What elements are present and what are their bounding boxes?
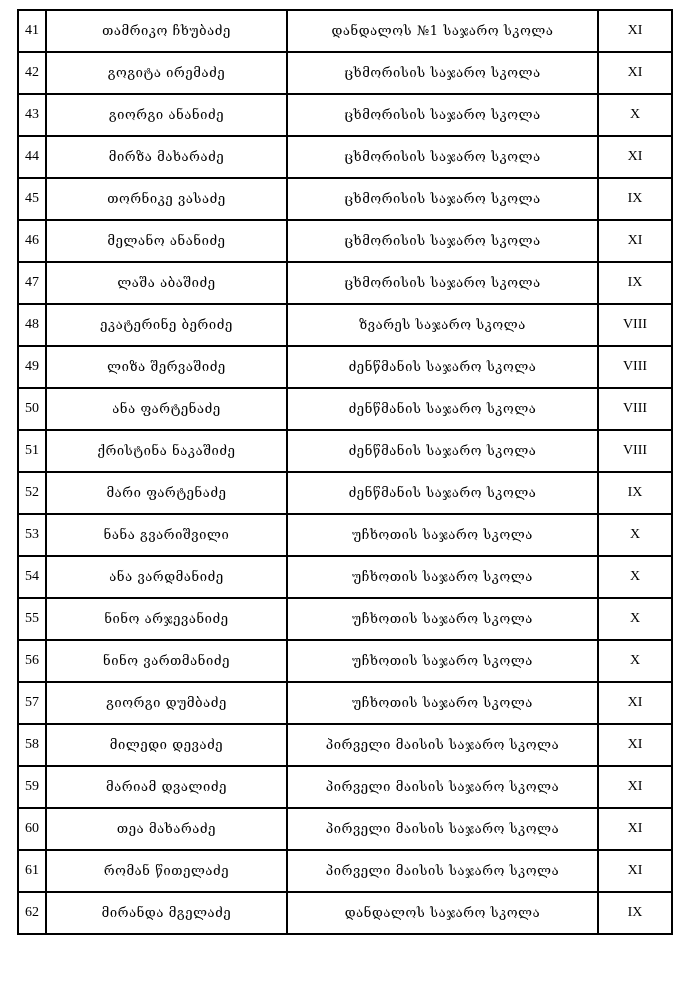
table-row bbox=[18, 220, 672, 262]
row-number-cell: 55 bbox=[18, 598, 46, 640]
table-row bbox=[18, 52, 672, 94]
table-row bbox=[18, 262, 672, 304]
grade-cell: X bbox=[598, 556, 672, 598]
table-row bbox=[18, 304, 672, 346]
students-table-body bbox=[18, 10, 672, 934]
student-name-cell: თორნიკე ვასაძე bbox=[46, 178, 287, 220]
row-number-cell: 54 bbox=[18, 556, 46, 598]
table-row bbox=[18, 808, 672, 850]
school-name-cell: ცხმორისის საჯარო სკოლა bbox=[287, 220, 598, 262]
grade-cell: XI bbox=[598, 52, 672, 94]
table-row bbox=[18, 556, 672, 598]
table-row bbox=[18, 472, 672, 514]
row-number-cell: 60 bbox=[18, 808, 46, 850]
student-name-cell: ქრისტინა ნაკაშიძე bbox=[46, 430, 287, 472]
grade-cell: X bbox=[598, 514, 672, 556]
table-row bbox=[18, 682, 672, 724]
row-number-cell: 56 bbox=[18, 640, 46, 682]
row-number-cell: 58 bbox=[18, 724, 46, 766]
student-name-cell: მელანო ანანიძე bbox=[46, 220, 287, 262]
grade-cell: XI bbox=[598, 808, 672, 850]
row-number-cell: 44 bbox=[18, 136, 46, 178]
table-row bbox=[18, 388, 672, 430]
school-name-cell: უჩხოთის საჯარო სკოლა bbox=[287, 682, 598, 724]
table-row bbox=[18, 178, 672, 220]
grade-cell: XI bbox=[598, 220, 672, 262]
table-row bbox=[18, 514, 672, 556]
student-name-cell: თეა მახარაძე bbox=[46, 808, 287, 850]
school-name-cell: უჩხოთის საჯარო სკოლა bbox=[287, 514, 598, 556]
table-row bbox=[18, 724, 672, 766]
grade-cell: VIII bbox=[598, 346, 672, 388]
student-name-cell: ლაშა აბაშიძე bbox=[46, 262, 287, 304]
row-number-cell: 59 bbox=[18, 766, 46, 808]
grade-cell: IX bbox=[598, 472, 672, 514]
student-name-cell: გიორგი დუმბაძე bbox=[46, 682, 287, 724]
grade-cell: XI bbox=[598, 850, 672, 892]
row-number-cell: 43 bbox=[18, 94, 46, 136]
student-name-cell: გიორგი ანანიძე bbox=[46, 94, 287, 136]
grade-cell: IX bbox=[598, 178, 672, 220]
table-row bbox=[18, 346, 672, 388]
row-number-cell: 52 bbox=[18, 472, 46, 514]
school-name-cell: დანდალოს საჯარო სკოლა bbox=[287, 892, 598, 934]
grade-cell: XI bbox=[598, 682, 672, 724]
student-name-cell: მარიამ დვალიძე bbox=[46, 766, 287, 808]
grade-cell: XI bbox=[598, 136, 672, 178]
student-name-cell: ანა ფარტენაძე bbox=[46, 388, 287, 430]
students-table bbox=[17, 9, 673, 935]
row-number-cell: 50 bbox=[18, 388, 46, 430]
grade-cell: VIII bbox=[598, 304, 672, 346]
row-number-cell: 46 bbox=[18, 220, 46, 262]
student-name-cell: ანა ვარდმანიძე bbox=[46, 556, 287, 598]
row-number-cell: 53 bbox=[18, 514, 46, 556]
row-number-cell: 57 bbox=[18, 682, 46, 724]
row-number-cell: 45 bbox=[18, 178, 46, 220]
school-name-cell: ცხმორისის საჯარო სკოლა bbox=[287, 136, 598, 178]
student-name-cell: მირზა მახარაძე bbox=[46, 136, 287, 178]
row-number-cell: 41 bbox=[18, 10, 46, 52]
table-row bbox=[18, 766, 672, 808]
table-row bbox=[18, 10, 672, 52]
row-number-cell: 61 bbox=[18, 850, 46, 892]
grade-cell: X bbox=[598, 94, 672, 136]
school-name-cell: დანდალოს №1 საჯარო სკოლა bbox=[287, 10, 598, 52]
school-name-cell: ძენწმანის საჯარო სკოლა bbox=[287, 388, 598, 430]
grade-cell: XI bbox=[598, 766, 672, 808]
grade-cell: VIII bbox=[598, 430, 672, 472]
student-name-cell: მილედი დევაძე bbox=[46, 724, 287, 766]
grade-cell: XI bbox=[598, 724, 672, 766]
table-row bbox=[18, 136, 672, 178]
student-name-cell: რომან წითელაძე bbox=[46, 850, 287, 892]
row-number-cell: 42 bbox=[18, 52, 46, 94]
school-name-cell: ცხმორისის საჯარო სკოლა bbox=[287, 52, 598, 94]
school-name-cell: ძენწმანის საჯარო სკოლა bbox=[287, 430, 598, 472]
school-name-cell: პირველი მაისის საჯარო სკოლა bbox=[287, 724, 598, 766]
school-name-cell: უჩხოთის საჯარო სკოლა bbox=[287, 556, 598, 598]
grade-cell: X bbox=[598, 598, 672, 640]
table-row bbox=[18, 94, 672, 136]
grade-cell: XI bbox=[598, 10, 672, 52]
student-name-cell: ლიზა შერვაშიძე bbox=[46, 346, 287, 388]
grade-cell: VIII bbox=[598, 388, 672, 430]
school-name-cell: პირველი მაისის საჯარო სკოლა bbox=[287, 766, 598, 808]
school-name-cell: ძენწმანის საჯარო სკოლა bbox=[287, 472, 598, 514]
row-number-cell: 48 bbox=[18, 304, 46, 346]
student-name-cell: ნინო ვართმანიძე bbox=[46, 640, 287, 682]
table-row bbox=[18, 598, 672, 640]
student-name-cell: თამრიკო ჩხუბაძე bbox=[46, 10, 287, 52]
student-name-cell: მირანდა მგელაძე bbox=[46, 892, 287, 934]
school-name-cell: ძენწმანის საჯარო სკოლა bbox=[287, 346, 598, 388]
school-name-cell: ცხმორისის საჯარო სკოლა bbox=[287, 178, 598, 220]
student-name-cell: ნინო არჯევანიძე bbox=[46, 598, 287, 640]
row-number-cell: 51 bbox=[18, 430, 46, 472]
table-row bbox=[18, 850, 672, 892]
school-name-cell: ზვარეს საჯარო სკოლა bbox=[287, 304, 598, 346]
row-number-cell: 62 bbox=[18, 892, 46, 934]
school-name-cell: პირველი მაისის საჯარო სკოლა bbox=[287, 808, 598, 850]
row-number-cell: 49 bbox=[18, 346, 46, 388]
student-name-cell: გოგიტა ირემაძე bbox=[46, 52, 287, 94]
grade-cell: IX bbox=[598, 262, 672, 304]
student-name-cell: ნანა გვარიშვილი bbox=[46, 514, 287, 556]
table-row bbox=[18, 430, 672, 472]
school-name-cell: პირველი მაისის საჯარო სკოლა bbox=[287, 850, 598, 892]
grade-cell: X bbox=[598, 640, 672, 682]
table-row bbox=[18, 640, 672, 682]
table-row bbox=[18, 892, 672, 934]
school-name-cell: ცხმორისის საჯარო სკოლა bbox=[287, 262, 598, 304]
school-name-cell: ცხმორისის საჯარო სკოლა bbox=[287, 94, 598, 136]
grade-cell: IX bbox=[598, 892, 672, 934]
school-name-cell: უჩხოთის საჯარო სკოლა bbox=[287, 598, 598, 640]
school-name-cell: უჩხოთის საჯარო სკოლა bbox=[287, 640, 598, 682]
row-number-cell: 47 bbox=[18, 262, 46, 304]
student-name-cell: ეკატერინე ბერიძე bbox=[46, 304, 287, 346]
student-name-cell: მარი ფარტენაძე bbox=[46, 472, 287, 514]
